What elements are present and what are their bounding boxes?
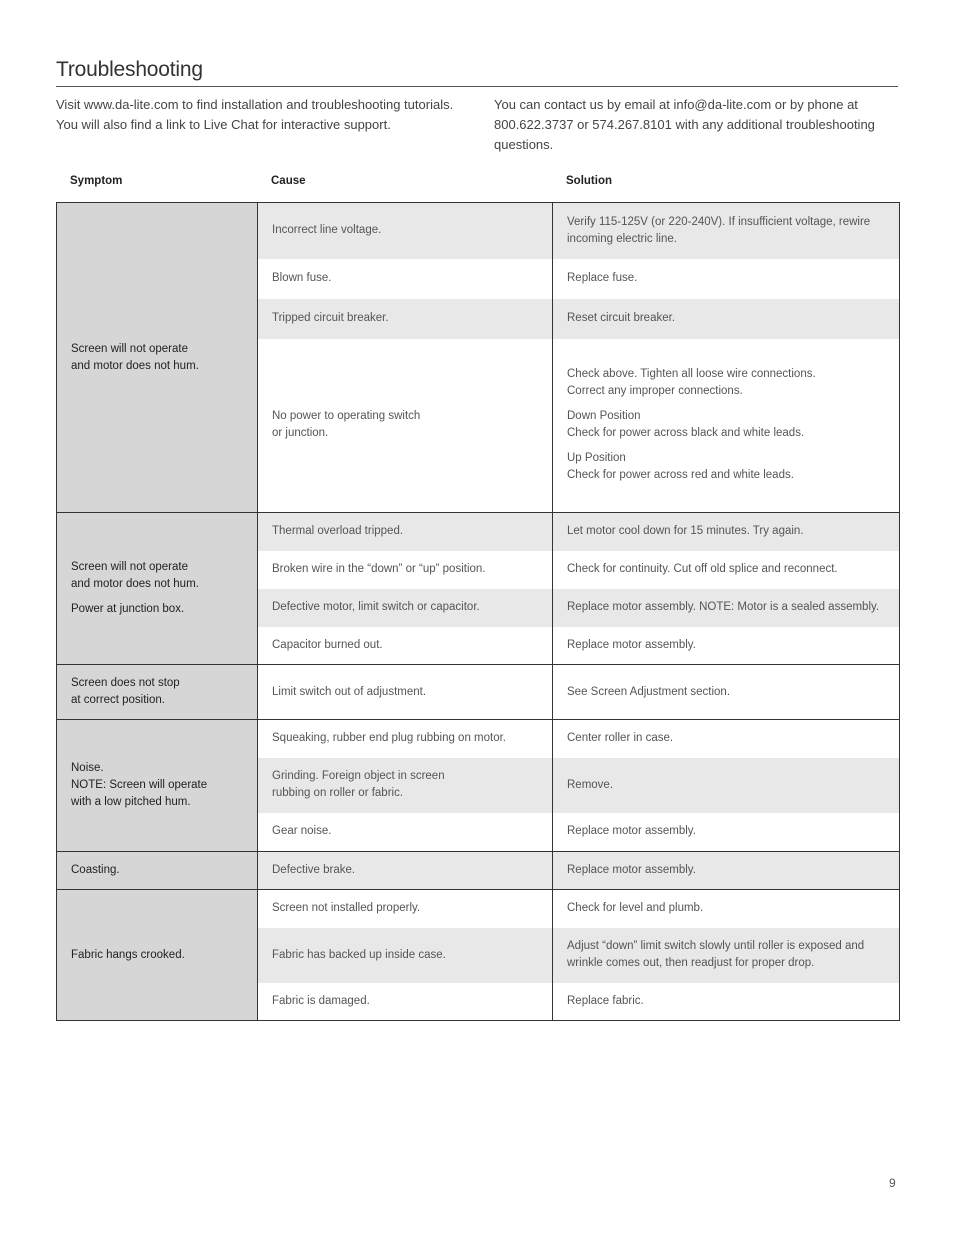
solution-cell: Replace fuse. — [553, 259, 900, 299]
cause-cell: Incorrect line voltage. — [258, 203, 553, 259]
cause-cell: Screen not installed properly. — [258, 890, 553, 928]
solution-cell: Verify 115-125V (or 220-240V). If insufficient voltage, rewire incoming electric line. — [553, 203, 900, 259]
intro-website-text: Visit www.da-lite.com to find installation and troubleshooting tutorials. You will also find a link to Live Chat for interactive support. — [56, 97, 454, 132]
symptom-cell: Screen does not stop at correct position. — [57, 665, 258, 720]
cause-cell: Fabric is damaged. — [258, 983, 553, 1021]
solution-cell: Replace motor assembly. — [553, 813, 900, 852]
solution-cell: Reset circuit breaker. — [553, 299, 900, 339]
symptom-cell: Fabric hangs crooked. — [57, 890, 258, 1021]
solution-cell: See Screen Adjustment section. — [553, 665, 900, 720]
cause-cell: No power to operating switch or junction. — [258, 339, 553, 513]
title-divider — [56, 86, 898, 87]
table-row — [57, 890, 900, 928]
page-title: Troubleshooting — [56, 58, 203, 81]
solution-cell: Replace fabric. — [553, 983, 900, 1021]
table-row — [57, 513, 900, 551]
solution-cell: Center roller in case. — [553, 720, 900, 758]
solution-cell: Replace motor assembly. — [553, 627, 900, 665]
solution-cell: Check for level and plumb. — [553, 890, 900, 928]
cause-cell: Grinding. Foreign object in screen rubbing on roller or fabric. — [258, 758, 553, 813]
table-row — [57, 852, 900, 890]
cause-cell: Broken wire in the “down” or “up” position. — [258, 551, 553, 589]
cause-cell: Fabric has backed up inside case. — [258, 928, 553, 983]
solution-cell: Check above. Tighten all loose wire connections. Correct any improper connections. Down Position Check for power across black and white leads. Up Position Check for power across red and white leads. — [553, 339, 900, 513]
cause-cell: Limit switch out of adjustment. — [258, 665, 553, 720]
solution-column-header: Solution — [566, 175, 612, 187]
intro-contact-text: You can contact us by email at info@da-lite.com or by phone at 800.622.3737 or 574.267.8101 with any additional troubleshooting questions. — [494, 97, 875, 152]
symptom-cell: Coasting. — [57, 852, 258, 890]
cause-cell: Squeaking, rubber end plug rubbing on motor. — [258, 720, 553, 758]
symptom-cell: Noise. NOTE: Screen will operate with a low pitched hum. — [57, 720, 258, 852]
solution-cell: Remove. — [553, 758, 900, 813]
symptom-cell: Screen will not operate and motor does not hum. Power at junction box. — [57, 513, 258, 665]
page-number: 9 — [889, 1176, 896, 1190]
solution-cell: Check for continuity. Cut off old splice and reconnect. — [553, 551, 900, 589]
table-row — [57, 203, 900, 259]
cause-cell: Capacitor burned out. — [258, 627, 553, 665]
cause-cell: Defective motor, limit switch or capacitor. — [258, 589, 553, 627]
cause-cell: Gear noise. — [258, 813, 553, 852]
solution-cell: Replace motor assembly. NOTE: Motor is a sealed assembly. — [553, 589, 900, 627]
symptom-column-header: Symptom — [70, 175, 123, 187]
cause-cell: Tripped circuit breaker. — [258, 299, 553, 339]
solution-cell: Replace motor assembly. — [553, 852, 900, 890]
solution-cell: Let motor cool down for 15 minutes. Try again. — [553, 513, 900, 551]
cause-cell: Thermal overload tripped. — [258, 513, 553, 551]
table-row — [57, 665, 900, 720]
solution-cell: Adjust “down” limit switch slowly until roller is exposed and wrinkle comes out, then readjust for proper drop. — [553, 928, 900, 983]
cause-cell: Blown fuse. — [258, 259, 553, 299]
symptom-cell: Screen will not operate and motor does not hum. — [57, 203, 258, 513]
cause-column-header: Cause — [271, 175, 306, 187]
cause-cell: Defective brake. — [258, 852, 553, 890]
table-row — [57, 720, 900, 758]
troubleshooting-table — [56, 202, 900, 1021]
